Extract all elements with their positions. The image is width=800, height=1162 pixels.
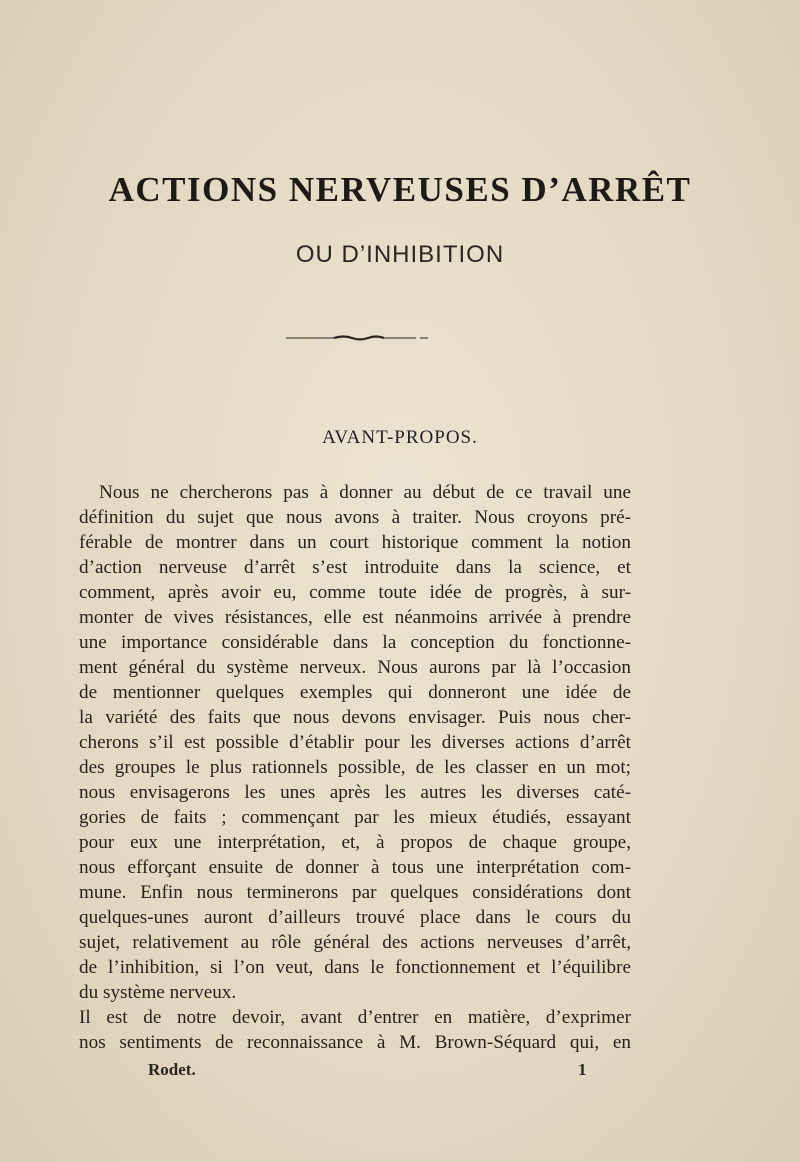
text-line: férable de montrer dans un court historique comment la notion	[79, 532, 631, 553]
text-line: des groupes le plus rationnels possible, de les classer en un mot;	[79, 757, 631, 778]
text-line: Il est de notre devoir, avant d’entrer en matière, d’exprimer	[79, 1007, 631, 1028]
body-text	[79, 480, 631, 1055]
text-line: nous envisagerons les unes après les autres les diverses caté-	[79, 782, 631, 803]
text-line: de l’inhibition, si l’on veut, dans le fonctionnement et l’équilibre	[79, 957, 631, 978]
paragraph-2	[79, 1005, 631, 1055]
footer-signature-mark: 1	[578, 1060, 587, 1079]
text-line: pour eux une interprétation, et, à propos de chaque groupe,	[79, 832, 631, 853]
text-line: Nous ne chercherons pas à donner au début de ce travail une	[99, 482, 631, 503]
footer-author: Rodet.	[148, 1060, 196, 1079]
ornament-rule	[286, 334, 428, 342]
text-line: nous efforçant ensuite de donner à tous une interprétation com-	[79, 857, 631, 878]
text-line: d’action nerveuse d’arrêt s’est introduite dans la science, et	[79, 557, 631, 578]
text-line: quelques-unes auront d’ailleurs trouvé place dans le cours du	[79, 907, 631, 928]
text-line: monter de vives résistances, elle est néanmoins arrivée à prendre	[79, 607, 631, 628]
page-subtitle: OU D’INHIBITION	[295, 241, 505, 268]
text-line: ment général du système nerveux. Nous aurons par là l’occasion	[79, 657, 631, 678]
text-line: comment, après avoir eu, comme toute idée de progrès, à sur-	[79, 582, 631, 603]
text-line: la variété des faits que nous devons envisager. Puis nous cher-	[79, 707, 631, 728]
text-line: une importance considérable dans la conception du fonctionne-	[79, 632, 631, 653]
text-line: du système nerveux.	[79, 982, 237, 1003]
text-line: gories de faits ; commençant par les mieux étudiés, essayant	[79, 807, 631, 828]
section-heading: AVANT-PROPOS.	[322, 427, 478, 448]
page-title: ACTIONS NERVEUSES D’ARRÊT	[108, 170, 692, 209]
text-line: mune. Enfin nous terminerons par quelques considérations dont	[79, 882, 631, 903]
paragraph-1	[79, 480, 631, 1005]
text-line: cherons s’il est possible d’établir pour les diverses actions d’arrêt	[79, 732, 631, 753]
text-line: définition du sujet que nous avons à traiter. Nous croyons pré-	[79, 507, 631, 528]
text-line: de mentionner quelques exemples qui donneront une idée de	[79, 682, 631, 703]
text-line: sujet, relativement au rôle général des actions nerveuses d’arrêt,	[79, 932, 631, 953]
text-line: nos sentiments de reconnaissance à M. Brown-Séquard qui, en	[79, 1032, 631, 1053]
